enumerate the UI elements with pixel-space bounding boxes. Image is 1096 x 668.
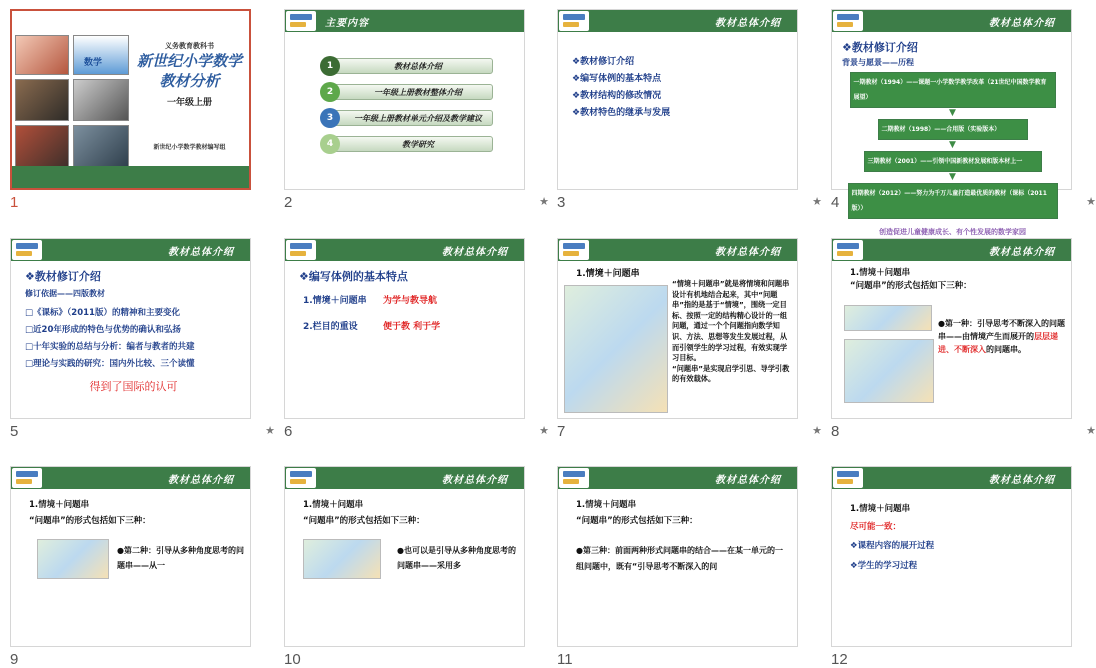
definition-text: “情境＋问题串”就是将情境和问题串设计有机地结合起来，其中“问题串”指的是基于“情境”，围绕一定目标、按照一定的结构精心设计的一组问题，通过一个个问题指向数学知识、方法、思想等发生发展过程，从而引领学生的学习过程，有效实现学习目标。 “问题串”是实现启学引思、导学引教的有效载体。: [672, 279, 790, 384]
slide-header-title: 教材总体介绍: [715, 247, 781, 258]
logo-icon: [833, 468, 863, 488]
slide-3-preview[interactable]: [557, 9, 798, 190]
slide-body: 1.情境＋问题串 “问题串”的形式包括如下三种：: [576, 500, 698, 526]
logo-icon: [286, 468, 316, 488]
slide-number: 3: [557, 194, 566, 211]
slide-header-title: 教材总体介绍: [989, 18, 1055, 29]
slide-header-title: 教材总体介绍: [168, 475, 234, 486]
slide-number: 7: [557, 423, 566, 440]
logo-icon: [12, 240, 42, 260]
animation-star-icon[interactable]: ★: [812, 195, 822, 208]
animation-star-icon[interactable]: ★: [265, 424, 275, 437]
logo-icon: [12, 468, 42, 488]
textbook-illustration: [844, 339, 934, 403]
logo-icon: [559, 468, 589, 488]
slide-number: 11: [557, 651, 573, 668]
form-2-text: ●第二种：引导从多种角度思考的问题串——从一: [117, 546, 244, 570]
slide-header: [832, 467, 1071, 489]
slide-5-preview[interactable]: [10, 238, 251, 419]
slide-header: [285, 10, 524, 32]
textbook-illustration: [564, 285, 668, 413]
slide-number: 5: [10, 423, 19, 440]
series-text: 义务教育教科书: [165, 42, 214, 50]
cover-title-1: 新世纪小学数学: [136, 52, 242, 70]
logo-icon: [559, 11, 589, 31]
textbook-illustration: [37, 539, 109, 579]
slide-header-title: 主要内容: [325, 18, 369, 29]
form-3-text: ●第三种：前面两种形式问题串的结合——在某一单元的一组问题中，既有“引导思考不断深入的问: [576, 546, 783, 571]
slide-header: [285, 239, 524, 261]
cover-photos: [15, 35, 131, 173]
cover-author: 新世纪小学数学教材编写组: [153, 144, 226, 151]
slide-body: 1.情境＋问题串 “问题串”的形式包括如下三种：: [303, 500, 425, 526]
animation-star-icon[interactable]: ★: [1086, 195, 1096, 208]
slide-header: [11, 467, 250, 489]
slide-6-preview[interactable]: [284, 238, 525, 419]
animation-star-icon[interactable]: ★: [1086, 424, 1096, 437]
logo-icon: [833, 240, 863, 260]
slide-number: 6: [284, 423, 293, 440]
slide-header: [832, 239, 1071, 261]
slide-8-preview[interactable]: [831, 238, 1072, 419]
book-label: 数学: [84, 58, 103, 68]
down-arrow-icon: ▼: [949, 140, 956, 150]
cover-subtitle: 一年级上册: [166, 98, 212, 108]
slide-header: [558, 239, 797, 261]
slide-body: ❖教材修订介绍 修订依据——四版教材 □《课标》（2011版）的精神和主要变化 □近20年形成的特色与优势的确认和弘扬 □十年实验的总结与分析：编者与教者的共建 □理论与实践的研究：国内外比较、三个读懂 得到了国际的认可: [25, 270, 195, 393]
slide-body: 1.情境＋问题串 “问题串”的形式包括如下三种：: [850, 268, 972, 291]
animation-star-icon[interactable]: ★: [539, 424, 549, 437]
slide-body: ❖教材修订介绍 ❖编写体例的基本特点 ❖教材结构的修改情况 ❖教材特色的继承与发展: [572, 57, 671, 118]
slide-header-title: 教材总体介绍: [989, 247, 1055, 258]
slide-header-title: 教材总体介绍: [715, 475, 781, 486]
slide-number: 2: [284, 194, 293, 211]
logo-icon: [833, 11, 863, 31]
contents-item-1: 1 教材总体介绍: [323, 58, 493, 74]
slide-4-preview[interactable]: [831, 9, 1072, 236]
slide-header-title: 教材总体介绍: [168, 247, 234, 258]
slide-9-preview[interactable]: [10, 466, 251, 647]
slide-header-title: 教材总体介绍: [442, 247, 508, 258]
slide-number: 10: [284, 651, 301, 668]
cover-title-block: [134, 41, 245, 151]
down-arrow-icon: ▼: [949, 108, 956, 118]
textbook-illustration: [844, 305, 932, 331]
slide-header: [11, 239, 250, 261]
slide-number: 8: [831, 423, 840, 440]
form-1-text: ●第一种：引导思考不断深入的问题串——由情境产生而展开的层层递进、不断深入的问题串。: [938, 319, 1065, 354]
logo-icon: [286, 11, 316, 31]
contents-item-3: 3 一年级上册教材单元介绍及教学建议: [323, 110, 493, 126]
slide-header: [558, 10, 797, 32]
cover-footer-bar: [12, 166, 249, 188]
slide-header: [285, 467, 524, 489]
slide-number: 4: [831, 194, 840, 211]
slide-2-preview[interactable]: [284, 9, 525, 190]
slide-1-preview[interactable]: [10, 9, 251, 190]
logo-icon: [559, 240, 589, 260]
slide-number: 12: [831, 651, 848, 668]
slide-12-preview[interactable]: [831, 466, 1072, 647]
slide-body: 1.情境＋问题串: [576, 269, 640, 279]
slide-header-title: 教材总体介绍: [715, 18, 781, 29]
slide-header-title: 教材总体介绍: [989, 475, 1055, 486]
slide-11-preview[interactable]: [557, 466, 798, 647]
slide-number: 9: [10, 651, 19, 668]
slide-number: 1: [10, 194, 19, 211]
slide-7-preview[interactable]: [557, 238, 798, 419]
slide-body: 1.情境＋问题串 “问题串”的形式包括如下三种：: [29, 500, 151, 526]
contents-item-2: 2 一年级上册教材整体介绍: [323, 84, 493, 100]
cover-title-2: 教材分析: [159, 72, 220, 90]
alt-form-text: ●也可以是引导从多种角度思考的问题串——采用多: [397, 546, 516, 570]
slide-body: 1.情境＋问题串 尽可能一致： ❖课程内容的展开过程 ❖学生的学习过程: [850, 504, 935, 571]
animation-star-icon[interactable]: ★: [812, 424, 822, 437]
slide-header: [558, 467, 797, 489]
animation-star-icon[interactable]: ★: [539, 195, 549, 208]
logo-icon: [286, 240, 316, 260]
slide-body: ❖编写体例的基本特点 1.情境＋问题串 为学与教导航 2.栏目的重设 便于教 利于学: [299, 270, 441, 332]
slide-header: [832, 10, 1071, 32]
textbook-illustration: [303, 539, 381, 579]
contents-item-4: 4 教学研究: [323, 136, 493, 152]
down-arrow-icon: ▼: [949, 172, 956, 182]
slide-10-preview[interactable]: [284, 466, 525, 647]
slide-header-title: 教材总体介绍: [442, 475, 508, 486]
slide-body: ❖教材修订介绍 背景与愿景——历程 一期教材（1994）——课题一小学数学教学改革（21世纪中国数学教育展望） ▼ 二期教材（1998）——合用版（实验版本） ▼ 三期教材（2001）——引领中国新教材发展和版本材上一 ▼ 四期教材（2012）——努力为千万儿童打造最优质的教材（课标（2011版）） 创造促进儿童健康成长、有个性发展的数学家园: [842, 40, 1063, 240]
